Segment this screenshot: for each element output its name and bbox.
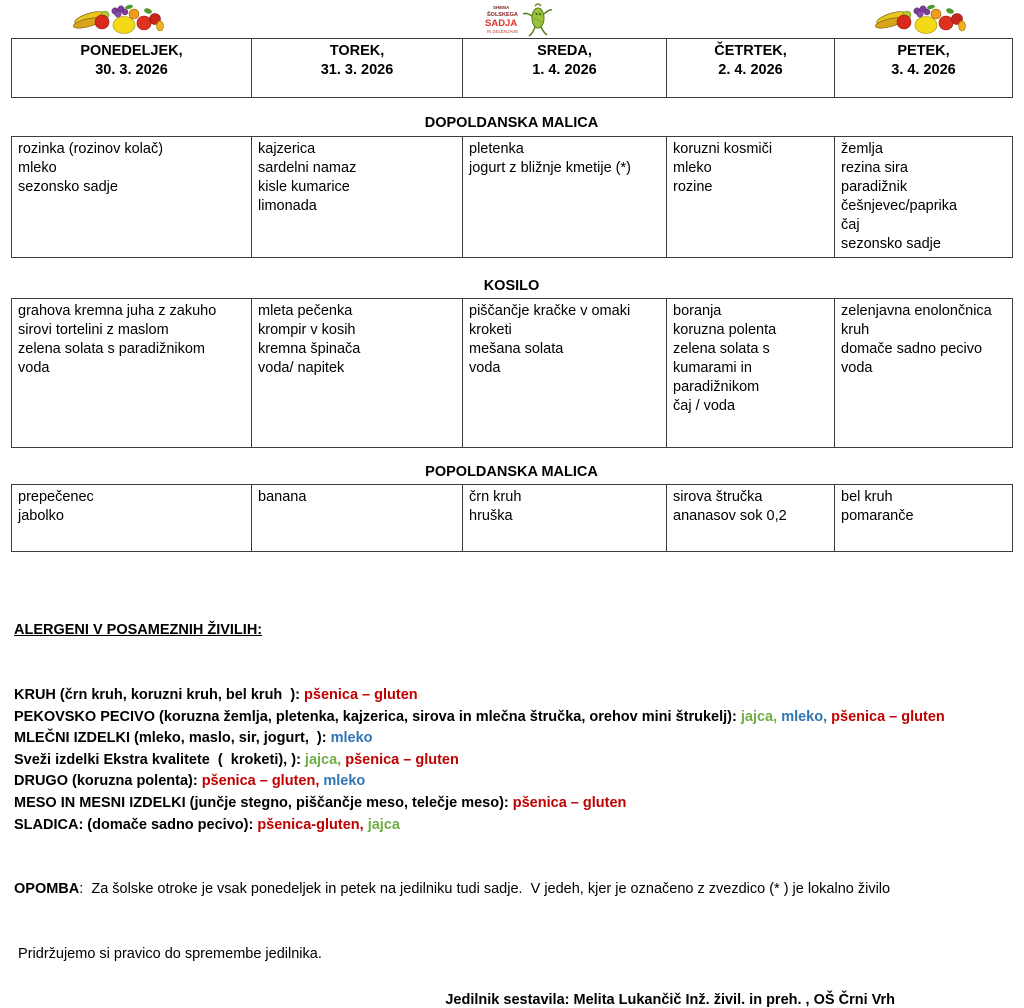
menu-cell	[835, 299, 1013, 448]
allergen-line	[14, 685, 1014, 707]
menu-item: pomaranče	[841, 508, 914, 524]
menu-item: ananasov sok 0,2	[673, 508, 787, 524]
menu-item: voda	[469, 360, 501, 376]
menu-cell	[252, 299, 463, 448]
menu-cell	[463, 299, 667, 448]
day-name: SREDA,	[537, 43, 592, 59]
logo-line-3: SADJA	[485, 18, 518, 29]
school-fruit-scheme-logo	[483, 2, 555, 40]
lunch-row	[12, 299, 1013, 448]
afternoon-snack-table	[11, 484, 1013, 552]
menu-item: banana	[258, 489, 307, 505]
menu-item: žemlja	[841, 141, 883, 157]
menu-item: kajzerica	[258, 141, 316, 157]
lunch-title: KOSILO	[483, 278, 540, 294]
menu-item: hruška	[469, 508, 513, 524]
menu-item: mešana solata	[469, 341, 564, 357]
menu-item: kruh	[841, 322, 870, 338]
day-header-cell	[835, 39, 1013, 98]
allergen-label: MESO IN MESNI IZDELKI (junčje stegno, piščančje meso, telečje meso):	[14, 794, 513, 811]
menu-item: jogurt z bližnje kmetije (*)	[469, 160, 631, 176]
menu-item: domače sadno pecivo	[841, 341, 983, 357]
menu-item: boranja	[673, 303, 722, 319]
menu-item: rozine	[673, 179, 713, 195]
menu-item: zelena solata s	[673, 341, 770, 357]
menu-item: rozinka (rozinov kolač)	[18, 141, 164, 157]
allergen-label: PEKOVSKO PECIVO (koruzna žemlja, pletenka, kajzerica, sirova in mlečna štručka, orehov mini štrukelj):	[14, 708, 741, 725]
day-date: 3. 4. 2026	[891, 62, 956, 78]
menu-item: grahova kremna juha z zakuho	[18, 303, 217, 319]
menu-cell	[667, 299, 835, 448]
menu-cell	[12, 485, 252, 552]
day-name: ČETRTEK,	[714, 43, 787, 59]
note-line	[14, 879, 1014, 901]
day-date: 1. 4. 2026	[532, 62, 597, 78]
logo-line-1: SHEMA	[493, 5, 510, 10]
menu-cell	[667, 137, 835, 258]
allergen-line	[14, 750, 1014, 772]
allergen-value: pšenica – gluten	[345, 751, 459, 768]
allergen-value: mleko,	[781, 708, 832, 725]
menu-item: zelena solata s paradižnikom	[18, 341, 205, 357]
menu-item: mleko	[18, 160, 57, 176]
allergen-value: jajca	[367, 816, 400, 833]
afternoon-snack-row	[12, 485, 1013, 552]
allergen-value: mleko	[323, 773, 366, 790]
logo-line-4: IN ZELENJAVE	[487, 29, 519, 34]
menu-item: rezina sira	[841, 160, 908, 176]
allergen-label: Sveži izdelki Ekstra kvalitete ( kroketi), ):	[14, 751, 305, 768]
logo-line-2: ŠOLSKEGA	[487, 12, 518, 18]
day-date: 2. 4. 2026	[718, 62, 783, 78]
days-row	[12, 39, 1013, 98]
afternoon-snack-title: POPOLDANSKA MALICA	[425, 464, 598, 480]
allergen-value: pšenica – gluten,	[201, 773, 324, 790]
allergen-line	[14, 815, 1014, 837]
day-name: TOREK,	[329, 43, 385, 59]
menu-item: kroketi	[469, 322, 512, 338]
day-name: PONEDELJEK,	[80, 43, 183, 59]
allergen-value: pšenica – gluten	[831, 708, 945, 725]
menu-item: sirovi tortelini z maslom	[18, 322, 169, 338]
menu-item: sezonsko sadje	[841, 236, 941, 252]
fruit-basket-image-right	[874, 2, 966, 36]
allergen-line	[14, 728, 1014, 750]
menu-item: mleko	[673, 160, 712, 176]
menu-item: čaj / voda	[673, 398, 736, 414]
allergen-value: pšenica – gluten	[512, 794, 627, 811]
day-header-cell	[667, 39, 835, 98]
menu-item: kumarami in	[673, 360, 752, 376]
menu-item: sardelni namaz	[258, 160, 357, 176]
note-text: : Za šolske otroke je vsak ponedeljek in petek na jedilniku tudi sadje. V jedeh, kjer je označeno z zvezdico (* ) je lokalno živilo	[79, 881, 891, 898]
day-date: 31. 3. 2026	[320, 62, 394, 78]
menu-item: paradižnik	[841, 179, 908, 195]
allergen-line	[14, 793, 1014, 815]
menu-item: krompir v kosih	[258, 322, 356, 338]
menu-item: mleta pečenka	[258, 303, 353, 319]
menu-item: kremna špinača	[258, 341, 361, 357]
menu-item: sezonsko sadje	[18, 179, 118, 195]
header-images	[0, 0, 1024, 38]
menu-item: piščančje kračke v omaki	[469, 303, 631, 319]
fruit-character	[523, 4, 552, 36]
allergen-label: SLADICA: (domače sadno pecivo):	[14, 816, 258, 833]
allergens-heading: ALERGENI V POSAMEZNIH ŽIVILIH:	[14, 622, 263, 639]
morning-snack-title: DOPOLDANSKA MALICA	[424, 115, 599, 131]
menu-cell	[252, 137, 463, 258]
menu-item: voda	[841, 360, 873, 376]
menu-cell	[12, 137, 252, 258]
menu-cell	[252, 485, 463, 552]
lunch-table	[11, 298, 1013, 448]
menu-item: koruzni kosmiči	[673, 141, 773, 157]
day-header-cell	[463, 39, 667, 98]
menu-item: zelenjavna enolončnica	[841, 303, 992, 319]
day-header-cell	[252, 39, 463, 98]
morning-snack-row	[12, 137, 1013, 258]
allergen-value: jajca,	[740, 708, 782, 725]
allergen-value: mleko	[330, 730, 373, 747]
allergen-label: MLEČNI IZDELKI (mleko, maslo, sir, jogurt, ):	[14, 730, 331, 747]
allergen-value: pšenica – gluten	[304, 686, 418, 703]
note-label: OPOMBA	[14, 881, 80, 898]
menu-cell	[463, 485, 667, 552]
menu-cell	[835, 137, 1013, 258]
allergen-line	[14, 771, 1014, 793]
menu-item: čaj	[841, 217, 860, 233]
menu-cell	[463, 137, 667, 258]
menu-item: jabolko	[18, 508, 64, 524]
menu-cell	[667, 485, 835, 552]
menu-item: sirova štručka	[673, 489, 763, 505]
menu-cell	[835, 485, 1013, 552]
credit-line: Jedilnik sestavila: Melita Lukančič Inž. živil. in preh. , OŠ Črni Vrh	[445, 992, 895, 1008]
note-line-2: Pridržujemo si pravico do spremembe jedilnika.	[14, 946, 322, 963]
morning-snack-table	[11, 136, 1013, 258]
menu-cell	[12, 299, 252, 448]
menu-item: voda	[18, 360, 50, 376]
allergen-value: pšenica-gluten,	[257, 816, 368, 833]
menu-item: češnjevec/paprika	[841, 198, 958, 214]
menu-item: bel kruh	[841, 489, 893, 505]
menu-item: voda/ napitek	[258, 360, 345, 376]
day-header-cell	[12, 39, 252, 98]
menu-item: paradižnikom	[673, 379, 760, 395]
menu-item: pletenka	[469, 141, 524, 157]
allergen-label: DRUGO (koruzna polenta):	[14, 773, 202, 790]
menu-item: koruzna polenta	[673, 322, 777, 338]
allergen-lines	[14, 685, 1014, 836]
menu-item: kisle kumarice	[258, 179, 350, 195]
day-name: PETEK,	[897, 43, 950, 59]
fruit-basket-image-left	[72, 2, 164, 36]
allergen-label: KRUH (črn kruh, koruzni kruh, bel kruh ):	[14, 686, 305, 703]
menu-item: črn kruh	[469, 489, 522, 505]
menu-item: prepečenec	[18, 489, 94, 505]
allergen-value: jajca,	[304, 751, 346, 768]
menu-item: limonada	[258, 198, 317, 214]
allergens-section	[14, 577, 1014, 987]
days-table	[11, 38, 1013, 98]
day-date: 30. 3. 2026	[95, 62, 168, 78]
allergen-line	[14, 707, 1014, 729]
